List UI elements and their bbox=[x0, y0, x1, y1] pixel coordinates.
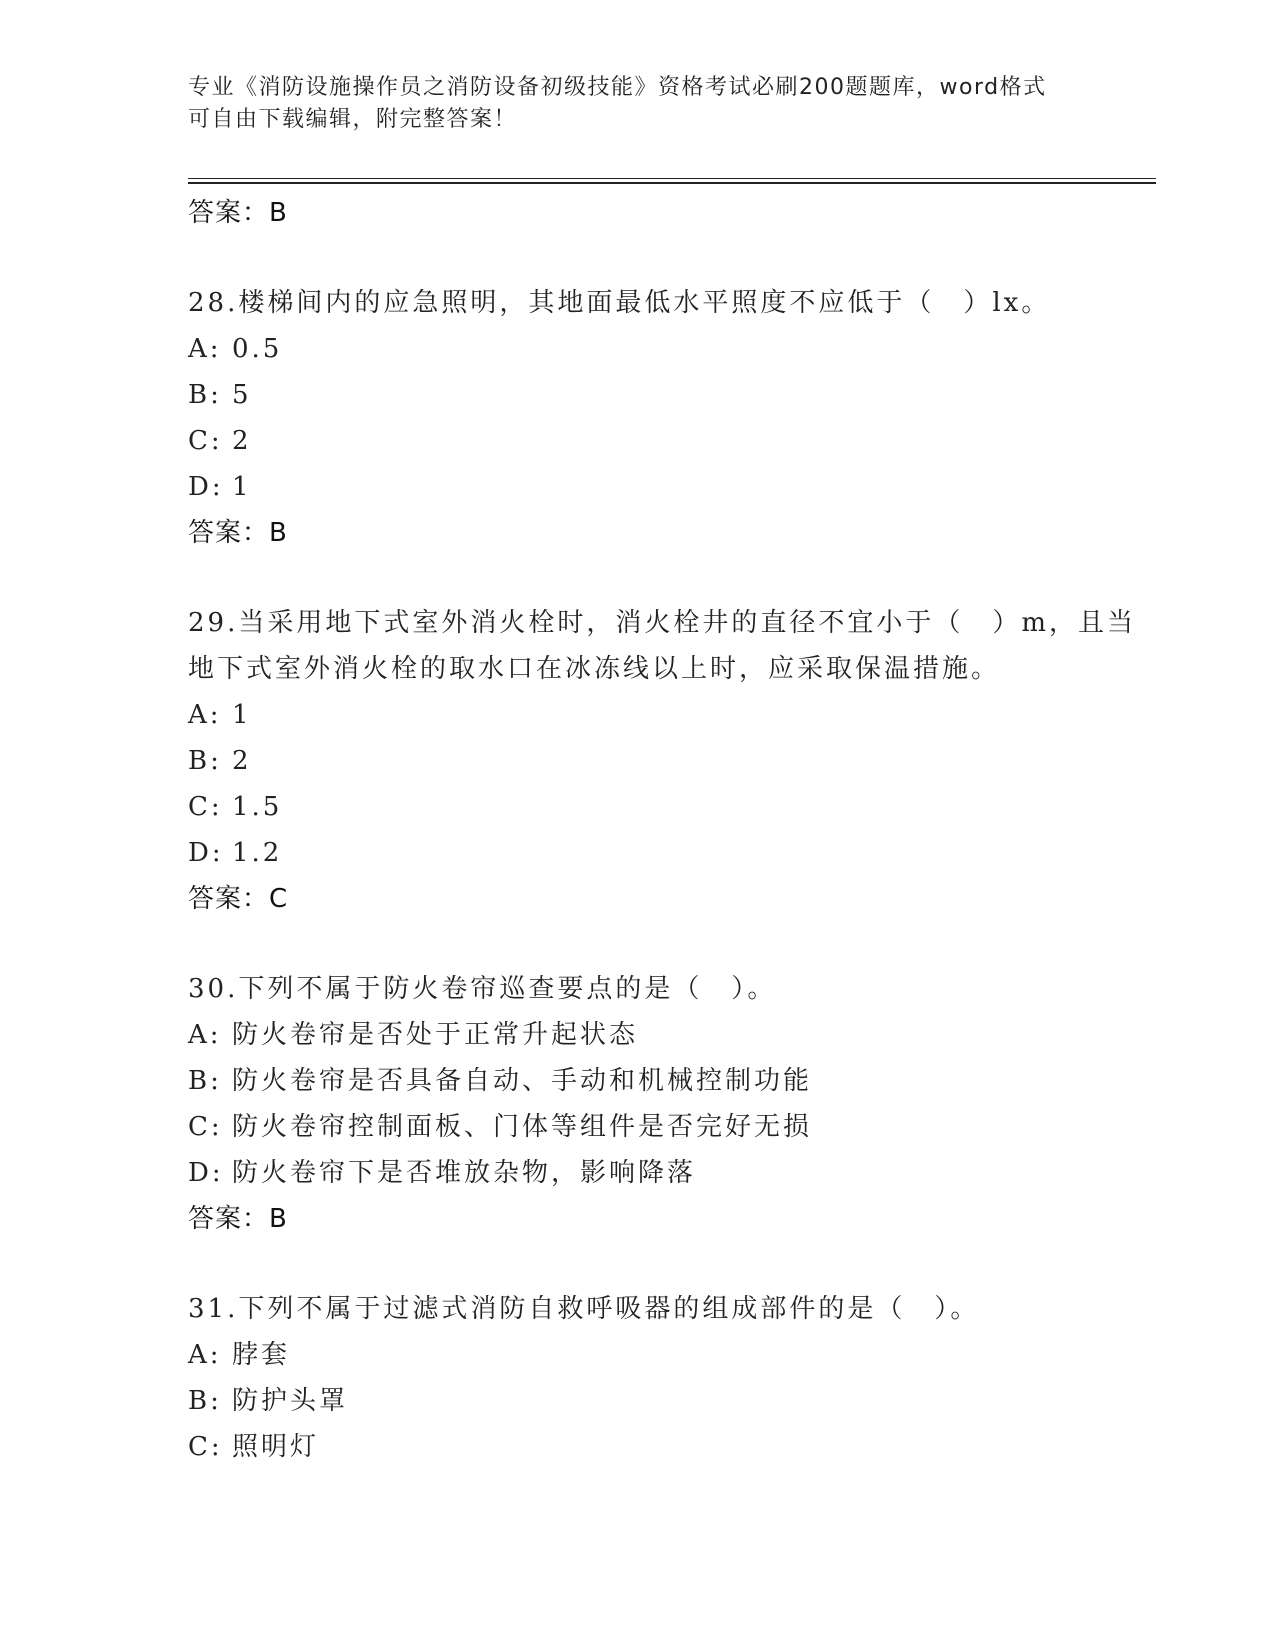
option-text: 防火卷帘下是否堆放杂物，影响降落 bbox=[232, 1158, 697, 1188]
answer-line bbox=[188, 190, 1148, 236]
answer-line bbox=[188, 510, 1148, 556]
option-key: C: bbox=[188, 1112, 223, 1142]
option-text: 1.5 bbox=[232, 792, 283, 822]
question-text: 29.当采用地下式室外消火栓时，消火栓井的直径不宜小于（ ）m，且当地下式室外消火栓的取水口在冰冻线以上时，应采取保温措施。 bbox=[188, 608, 1137, 684]
option-text: 2 bbox=[232, 746, 252, 776]
option-b bbox=[188, 1378, 1148, 1424]
option-key: D: bbox=[188, 472, 224, 502]
header-divider-thick bbox=[188, 182, 1156, 184]
option-key: C: bbox=[188, 792, 223, 822]
option-key: D: bbox=[188, 1158, 224, 1188]
page-header: 专业《消防设施操作员之消防设备初级技能》资格考试必刷200题题库，word格式可自由下载编辑，附完整答案！ bbox=[188, 75, 1047, 132]
option-a bbox=[188, 692, 1148, 738]
question-text: 28.楼梯间内的应急照明，其地面最低水平照度不应低于（ ）lx。 bbox=[188, 288, 1051, 318]
question-31 bbox=[188, 1286, 1148, 1470]
option-c bbox=[188, 418, 1148, 464]
option-text: 2 bbox=[232, 426, 252, 456]
option-key: C: bbox=[188, 1432, 223, 1462]
question-30 bbox=[188, 966, 1148, 1242]
option-b bbox=[188, 372, 1148, 418]
answer-label: 答案： bbox=[188, 884, 270, 914]
option-text: 脖套 bbox=[232, 1340, 291, 1370]
option-text: 照明灯 bbox=[232, 1432, 320, 1462]
option-text: 5 bbox=[232, 380, 252, 410]
option-key: A: bbox=[188, 1020, 222, 1050]
option-text: 防火卷帘是否处于正常升起状态 bbox=[232, 1020, 639, 1050]
option-key: D: bbox=[188, 838, 224, 868]
option-text: 防护头罩 bbox=[232, 1386, 349, 1416]
answer-value: B bbox=[269, 1204, 288, 1234]
option-a bbox=[188, 326, 1148, 372]
option-text: 防火卷帘控制面板、门体等组件是否完好无损 bbox=[232, 1112, 813, 1142]
option-key: A: bbox=[188, 334, 222, 364]
option-key: B: bbox=[188, 746, 222, 776]
option-b bbox=[188, 738, 1148, 784]
question-28 bbox=[188, 280, 1148, 556]
answer-value: C bbox=[269, 884, 289, 914]
answer-value: B bbox=[269, 518, 288, 548]
option-c bbox=[188, 1424, 1148, 1470]
answer-line bbox=[188, 1196, 1148, 1242]
answer-label: 答案： bbox=[188, 1204, 270, 1234]
option-key: B: bbox=[188, 1066, 222, 1096]
header-divider-thin bbox=[188, 178, 1156, 179]
option-c bbox=[188, 1104, 1148, 1150]
option-text: 0.5 bbox=[232, 334, 283, 364]
answer-label: 答案： bbox=[188, 518, 270, 548]
question-text: 31.下列不属于过滤式消防自救呼吸器的组成部件的是（ ）。 bbox=[188, 1294, 980, 1324]
option-d bbox=[188, 830, 1148, 876]
option-d bbox=[188, 1150, 1148, 1196]
option-d bbox=[188, 464, 1148, 510]
option-key: C: bbox=[188, 426, 223, 456]
answer-value: B bbox=[269, 198, 288, 228]
option-c bbox=[188, 784, 1148, 830]
option-a bbox=[188, 1332, 1148, 1378]
option-key: A: bbox=[188, 1340, 222, 1370]
document-body bbox=[188, 190, 1148, 1470]
answer-line bbox=[188, 876, 1148, 922]
answer-label: 答案： bbox=[188, 198, 270, 228]
question-29 bbox=[188, 600, 1148, 922]
option-a bbox=[188, 1012, 1148, 1058]
option-text: 防火卷帘是否具备自动、手动和机械控制功能 bbox=[232, 1066, 813, 1096]
option-text: 1 bbox=[232, 700, 252, 730]
option-key: B: bbox=[188, 1386, 222, 1416]
option-b bbox=[188, 1058, 1148, 1104]
option-key: B: bbox=[188, 380, 222, 410]
option-key: A: bbox=[188, 700, 222, 730]
question-text: 30.下列不属于防火卷帘巡查要点的是（ ）。 bbox=[188, 974, 777, 1004]
option-text: 1 bbox=[232, 472, 252, 502]
option-text: 1.2 bbox=[232, 838, 283, 868]
